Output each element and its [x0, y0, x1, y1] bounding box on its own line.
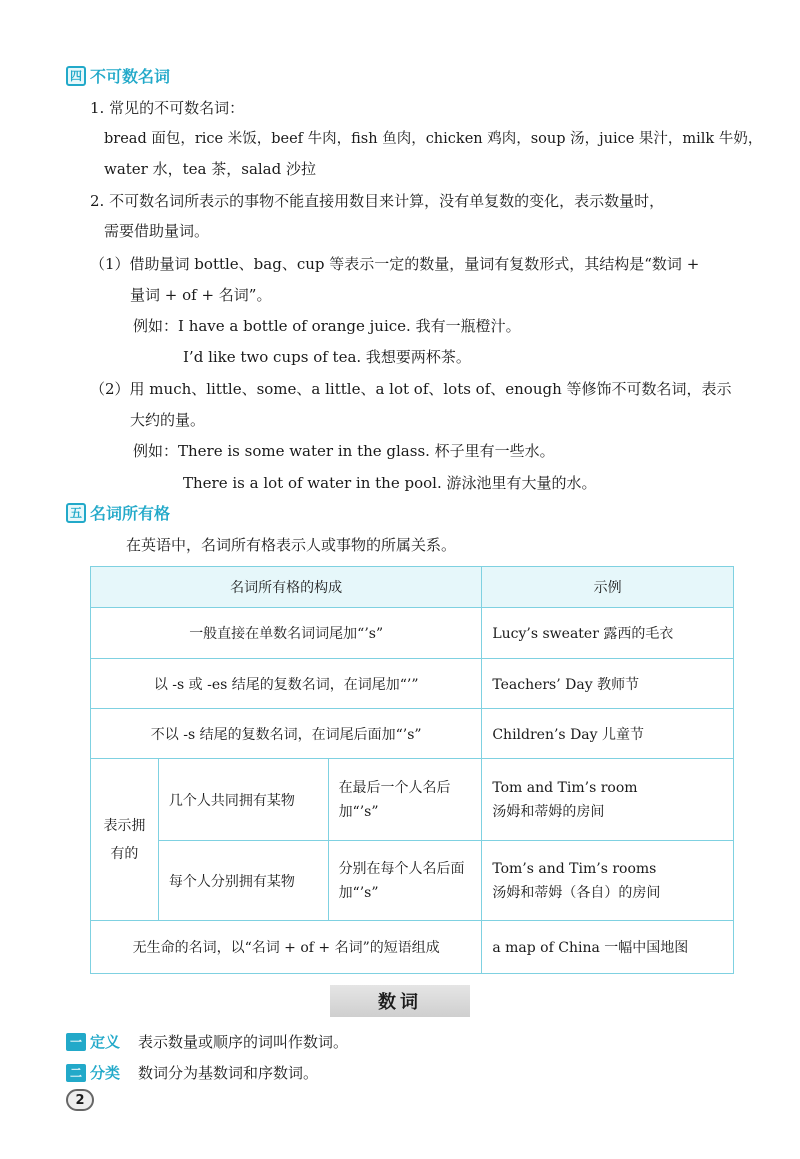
table-header-formation: 名词所有格的构成	[91, 567, 482, 608]
example-cell: Teachers’ Day 教师节	[482, 659, 734, 709]
section-heading-uncountable	[66, 64, 170, 87]
definition-line	[66, 1031, 348, 1052]
possessive-intro: 在英语中，名词所有格表示人或事物的所属关系。	[126, 536, 457, 554]
possessive-table	[90, 566, 734, 974]
section-title: 名词所有格	[90, 504, 171, 523]
ownership-label-cell: 表示拥有的	[91, 759, 159, 921]
ownership-rule-cell: 在最后一个人名后加“’s”	[328, 759, 482, 841]
classification-label: 分类	[90, 1064, 121, 1082]
subpoint-1-example-2: I’d like two cups of tea. 我想要两杯茶。	[183, 348, 471, 366]
rule-cell: 无生命的名词，以“名词 + of + 名词”的短语组成	[91, 921, 482, 974]
table-row	[91, 659, 734, 709]
table-row	[91, 759, 734, 841]
table-row	[91, 841, 734, 921]
uncountable-word-list-1: bread 面包，rice 米饭，beef 牛肉，fish 鱼肉，chicken 鸡肉，soup 汤，juice 果汁，milk 牛奶，	[104, 131, 763, 147]
section-heading-possessive	[66, 501, 170, 524]
table-row	[91, 608, 734, 659]
section-title: 不可数名词	[90, 67, 171, 86]
subpoint-1-example-1: 例如：I have a bottle of orange juice. 我有一瓶橙汁。	[133, 317, 521, 335]
example-cell	[482, 841, 734, 921]
ownership-type-cell: 几个人共同拥有某物	[158, 759, 328, 841]
definition-text: 表示数量或顺序的词叫作数词。	[138, 1033, 349, 1051]
rule-cell: 不以 -s 结尾的复数名词，在词尾后面加“’s”	[91, 709, 482, 759]
example-cell: Lucy’s sweater 露西的毛衣	[482, 608, 734, 659]
point-1: 1. 常见的不可数名词：	[90, 99, 245, 117]
classification-badge: 二	[66, 1064, 86, 1082]
example-cell: Children’s Day 儿童节	[482, 709, 734, 759]
definition-badge: 一	[66, 1033, 86, 1051]
example-english: Tom and Tim’s room	[492, 779, 638, 796]
ownership-rule-cell: 分别在每个人名后面加“’s”	[328, 841, 482, 921]
table-header-row	[91, 567, 734, 608]
subpoint-2-line2: 大约的量。	[130, 411, 206, 429]
subpoint-2-line1: （2）用 much、little、some、a little、a lot of、lots of、enough 等修饰不可数名词，表示	[90, 380, 732, 398]
point-2-line2: 需要借助量词。	[104, 222, 210, 240]
example-cell	[482, 759, 734, 841]
subpoint-1-line2: 量词 + of + 名词”。	[130, 286, 272, 304]
example-chinese: 汤姆和蒂姆的房间	[492, 803, 605, 820]
point-2-line1: 2. 不可数名词所表示的事物不能直接用数目来计算，没有单复数的变化，表示数量时，	[90, 192, 665, 210]
page-number: 2	[66, 1089, 94, 1111]
example-cell: a map of China 一幅中国地图	[482, 921, 734, 974]
rule-cell: 以 -s 或 -es 结尾的复数名词，在词尾加“’”	[91, 659, 482, 709]
subpoint-2-example-2: There is a lot of water in the pool. 游泳池里有大量的水。	[183, 474, 597, 492]
table-row	[91, 709, 734, 759]
ownership-type-cell: 每个人分别拥有某物	[158, 841, 328, 921]
rule-cell: 一般直接在单数名词词尾加“’s”	[91, 608, 482, 659]
section-number-badge: 五	[66, 503, 86, 523]
definition-label: 定义	[90, 1033, 121, 1051]
classification-text: 数词分为基数词和序数词。	[138, 1064, 319, 1082]
uncountable-word-list-2: water 水，tea 茶，salad 沙拉	[104, 160, 316, 178]
subpoint-1-line1: （1）借助量词 bottle、bag、cup 等表示一定的数量，量词有复数形式，其结构是“数词 +	[90, 255, 700, 273]
table-row	[91, 921, 734, 974]
example-chinese: 汤姆和蒂姆（各自）的房间	[492, 884, 661, 901]
section-number-badge: 四	[66, 66, 86, 86]
subpoint-2-example-1: 例如：There is some water in the glass. 杯子里有一些水。	[133, 442, 555, 460]
chapter-title-bar	[330, 985, 470, 1017]
example-english: Tom’s and Tim’s rooms	[492, 860, 657, 877]
classification-line	[66, 1062, 318, 1083]
chapter-title: 数词	[378, 992, 422, 1013]
table-header-example: 示例	[482, 567, 734, 608]
